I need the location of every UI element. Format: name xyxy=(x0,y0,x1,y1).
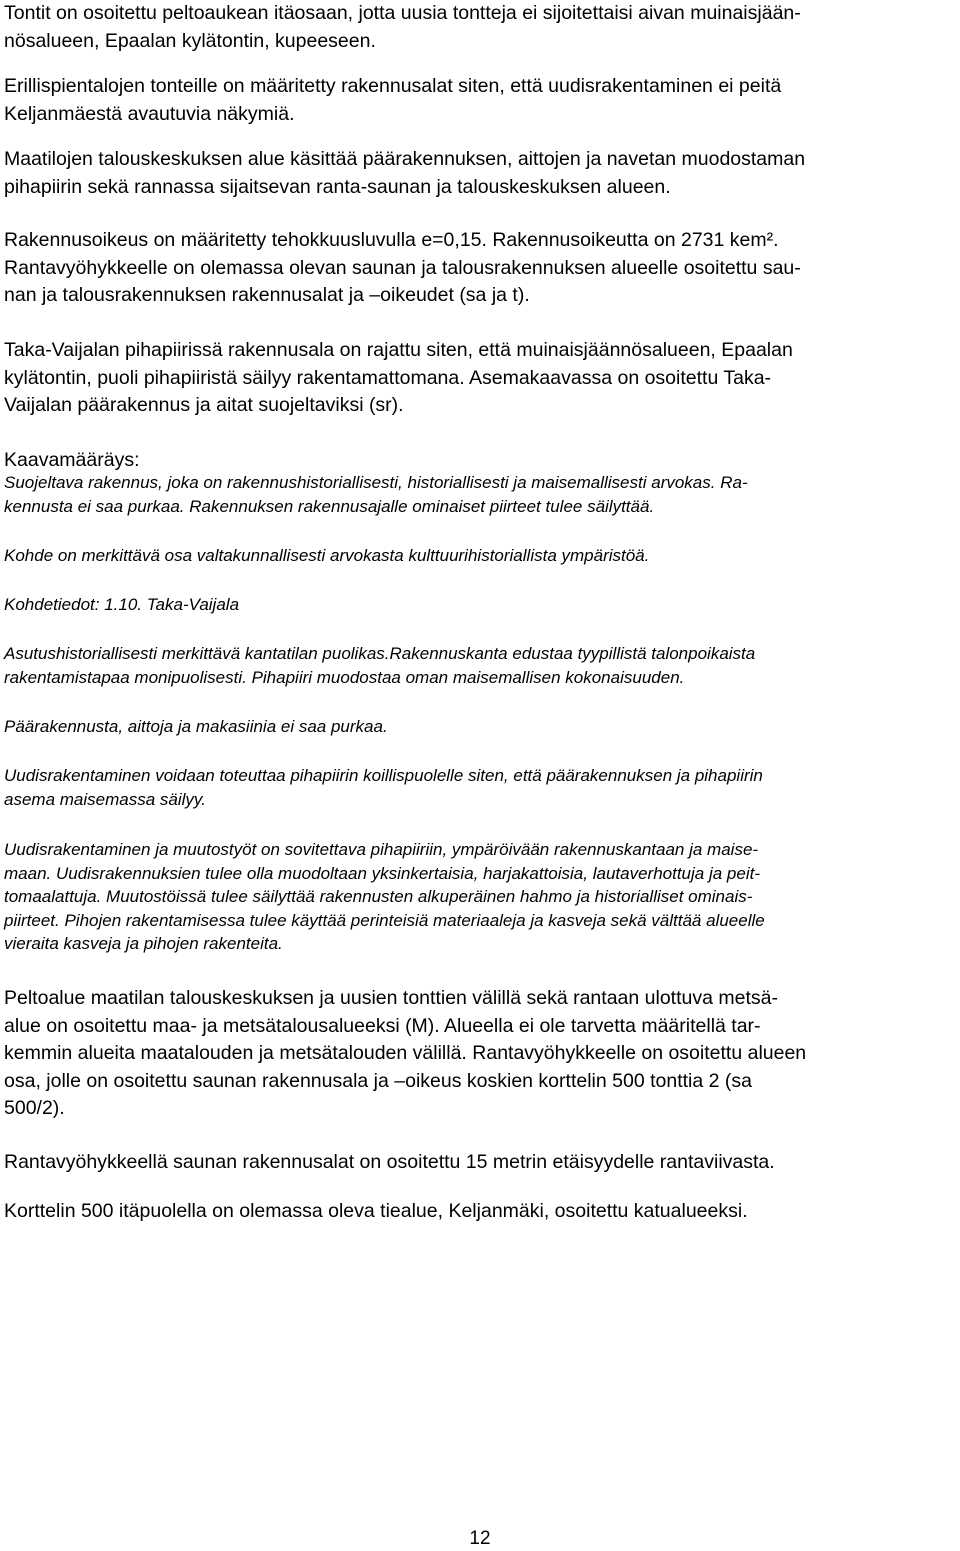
paragraph-16 xyxy=(4,1198,748,1226)
text-line: pihapiirin sekä rannassa sijaitsevan ranta-saunan ja talouskeskuksen alueen. xyxy=(4,175,671,198)
paragraph-9 xyxy=(4,593,239,617)
paragraph-3 xyxy=(4,146,805,201)
text-line: alue on osoitettu maa- ja metsätalousalueeksi (M). Alueella ei ole tarvetta määritellä tar- xyxy=(4,1014,761,1037)
text-line: nan ja talousrakennuksen rakennusalat ja –oikeudet (sa ja t). xyxy=(4,284,530,307)
text-line: kylätontin, puoli pihapiiristä säilyy rakentamattomana. Asemakaavassa on osoitettu Taka- xyxy=(4,366,772,389)
paragraph-15 xyxy=(4,1149,775,1177)
text-line: Uudisrakentaminen voidaan toteuttaa pihapiirin koillispuolelle siten, että päärakennuksen ja pihapiirin xyxy=(4,766,763,785)
text-line: Tontit on osoitettu peltoaukean itäosaan, jotta uusia tontteja ei sijoitettaisi aivan muinaisjään- xyxy=(4,2,801,24)
page-number: 12 xyxy=(469,1528,491,1549)
paragraph-10 xyxy=(4,642,755,689)
text-line: maan. Uudisrakennuksien tulee olla muodoltaan yksinkertaisia, harjakattoisia, lautaverhottuja ja peit- xyxy=(4,863,760,883)
text-line: Kohde on merkittävä osa valtakunnallisesti arvokasta kulttuurihistoriallista ympäristöä. xyxy=(4,546,650,565)
text-line: kennusta ei saa purkaa. Rakennuksen rakennusajalle ominaiset piirteet tulee säilyttää. xyxy=(4,496,655,516)
text-line: Maatilojen talouskeskuksen alue käsittää päärakennuksen, aittojen ja navetan muodostaman xyxy=(4,148,806,170)
text-line: Rakennusoikeus on määritetty tehokkuusluvulla e=0,15. Rakennusoikeutta on 2731 kem². xyxy=(4,229,779,251)
paragraph-11 xyxy=(4,715,388,739)
text-line: rakentamistapaa monipuolisesti. Pihapiiri muodostaa oman maisemallisen kokonaisuuden. xyxy=(4,667,685,687)
text-line: Uudisrakentaminen ja muutostyöt on sovitettava pihapiiriin, ympäröivään rakennuskantaan ja maise- xyxy=(4,840,759,859)
paragraph-1 xyxy=(4,0,801,55)
text-line: Erillispientalojen tonteille on määritetty rakennusalat siten, että uudisrakentaminen ei peitä xyxy=(4,75,782,97)
text-line: Suojeltava rakennus, joka on rakennushistoriallisesti, historiallisesti ja maisemallisesti arvokas. Ra- xyxy=(4,473,748,492)
text-line: asema maisemassa säilyy. xyxy=(4,789,206,809)
paragraph-4 xyxy=(4,227,801,310)
text-line: piirteet. Pihojen rakentamisessa tulee käyttää perinteisiä materiaaleja ja kasveja sekä välttää alueelle xyxy=(4,910,765,930)
text-line: Kohdetiedot: 1.10. Taka-Vaijala xyxy=(4,595,240,614)
text-line: tomaalattuja. Muutostöissä tulee säilyttää rakennusten alkuperäinen hahmo ja historialliset ominais- xyxy=(4,887,753,906)
paragraph-8 xyxy=(4,544,649,568)
text-line: Korttelin 500 itäpuolella on olemassa oleva tiealue, Keljanmäki, osoitettu katualueeksi. xyxy=(4,1200,748,1222)
paragraph-2 xyxy=(4,73,781,128)
paragraph-5 xyxy=(4,337,793,420)
text-line: 500/2). xyxy=(4,1097,65,1120)
text-line: Taka-Vaijalan pihapiirissä rakennusala on rajattu siten, että muinaisjäännösalueen, Epaalan xyxy=(4,339,793,361)
text-line: Rantavyöhykkeellä saunan rakennusalat on osoitettu 15 metrin etäisyydelle rantaviivasta. xyxy=(4,1151,775,1173)
paragraph-7 xyxy=(4,471,748,518)
text-line: vieraita kasveja ja pihojen rakenteita. xyxy=(4,934,283,953)
text-line: Kaavamääräys: xyxy=(4,449,140,471)
paragraph-13 xyxy=(4,838,765,956)
text-line: nösalueen, Epaalan kylätontin, kupeeseen. xyxy=(4,29,376,52)
paragraph-12 xyxy=(4,764,763,811)
text-line: Rantavyöhykkeelle on olemassa olevan saunan ja talousrakennuksen alueelle osoitettu sau- xyxy=(4,256,801,279)
text-line: Peltoalue maatilan talouskeskuksen ja uusien tonttien välillä sekä rantaan ulottuva metsä- xyxy=(4,987,778,1009)
text-line: Vaijalan päärakennus ja aitat suojeltaviksi (sr). xyxy=(4,394,404,417)
text-line: Keljanmäestä avautuvia näkymiä. xyxy=(4,102,295,125)
text-line: Asutushistoriallisesti merkittävä kantatilan puolikas.Rakennuskanta edustaa tyypillistä talonpoikaista xyxy=(4,644,756,663)
text-line: Päärakennusta, aittoja ja makasiinia ei saa purkaa. xyxy=(4,717,388,736)
paragraph-14 xyxy=(4,985,806,1123)
text-line: osa, jolle on osoitettu saunan rakennusala ja –oikeus koskien korttelin 500 tonttia 2 (sa xyxy=(4,1069,752,1092)
text-line: kemmin alueita maatalouden ja metsätalouden välillä. Rantavyöhykkeelle on osoitettu alueen xyxy=(4,1042,807,1065)
